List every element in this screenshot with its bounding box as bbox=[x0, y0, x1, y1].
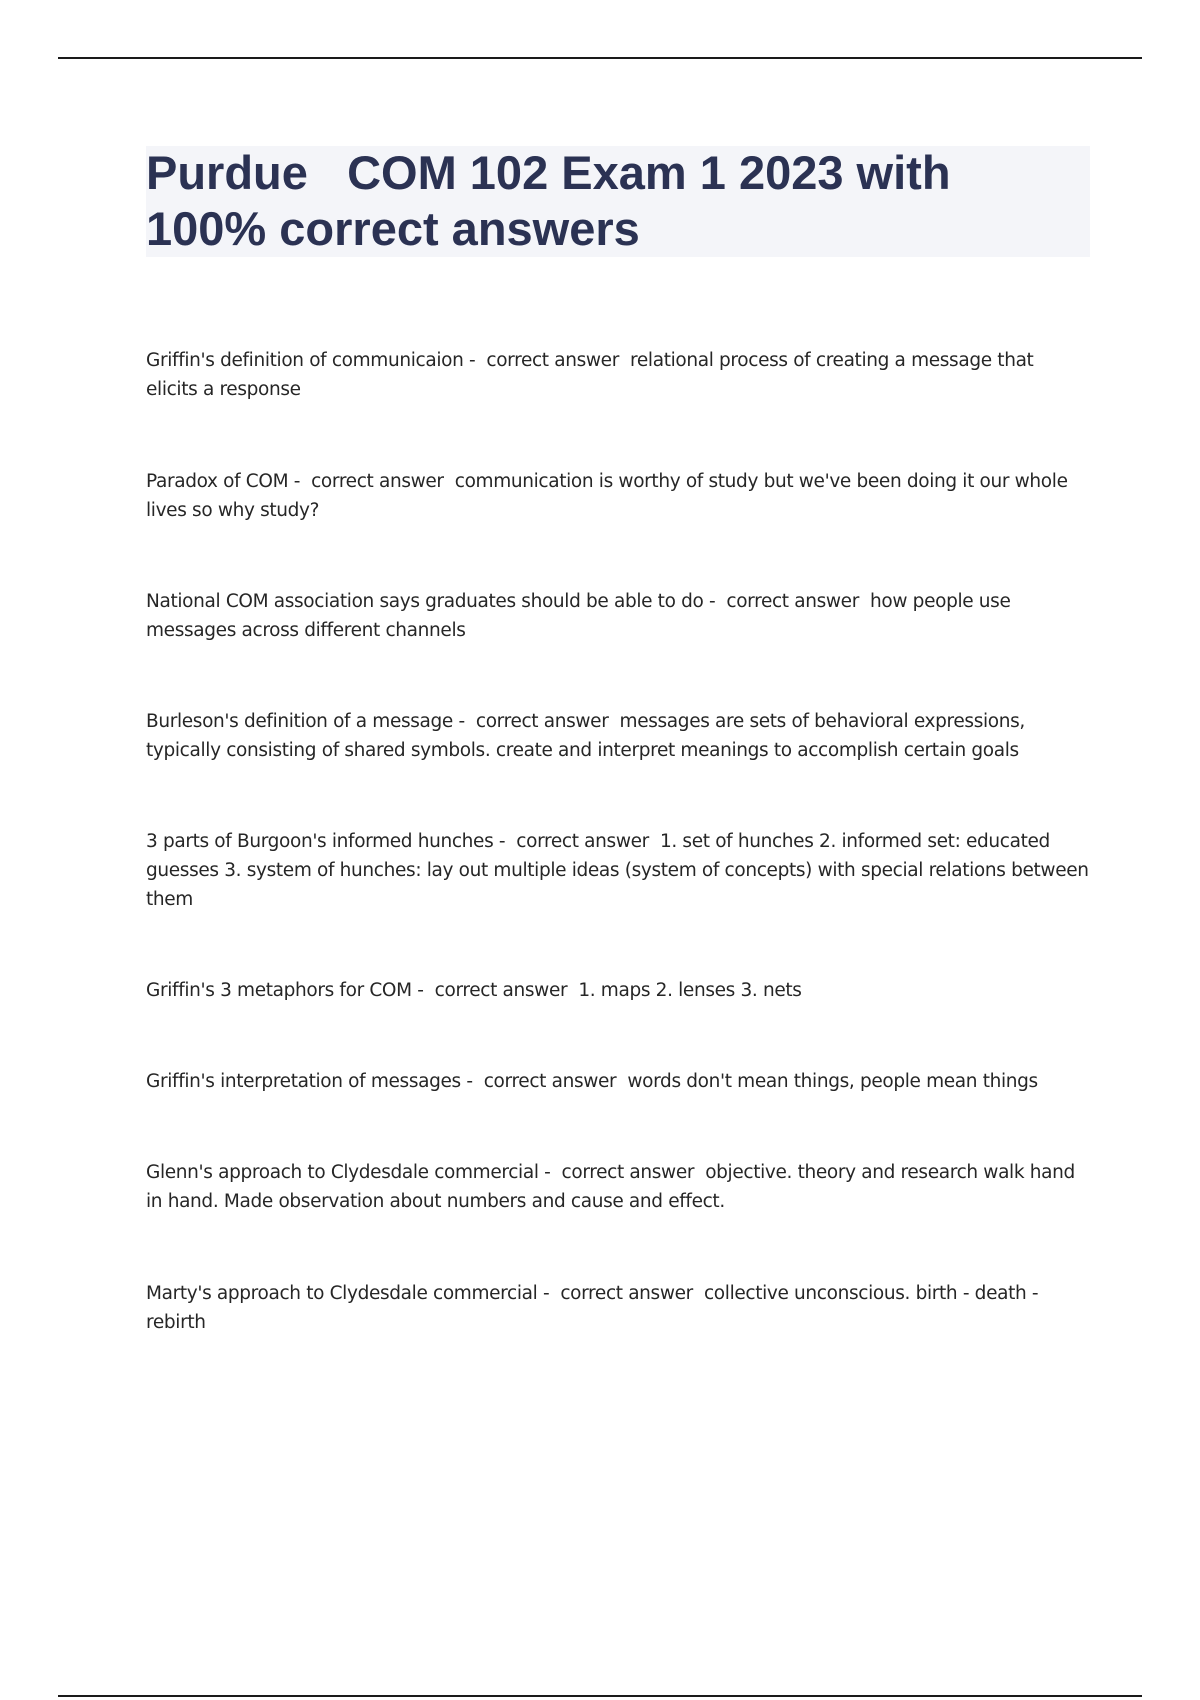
qa-separator: - correct answer bbox=[460, 1071, 628, 1092]
qa-answer: objective. theory and research walk hand in hand. Made observation about numbers and cause and effect. bbox=[146, 1162, 1081, 1212]
qa-answer: messages are sets of behavioral expressions, typically consisting of shared symbols. create and interpret meanings to accomplish certain goals bbox=[146, 711, 1031, 761]
qa-term: Griffin's definition of communicaion bbox=[146, 350, 464, 371]
qa-answer: relational process of creating a message that elicits a response bbox=[146, 350, 1039, 400]
qa-term: Burleson's definition of a message bbox=[146, 711, 453, 732]
qa-separator: - correct answer bbox=[463, 350, 631, 371]
qa-term: National COM association says graduates should be able to do bbox=[146, 591, 704, 612]
qa-item bbox=[146, 587, 1090, 645]
qa-term: 3 parts of Burgoon's informed hunches bbox=[146, 831, 494, 852]
page-title bbox=[146, 145, 1090, 257]
qa-separator: - correct answer bbox=[411, 980, 579, 1001]
qa-separator: - correct answer bbox=[538, 1162, 706, 1183]
top-rule bbox=[58, 57, 1142, 59]
qa-answer: 1. maps 2. lenses 3. nets bbox=[578, 980, 802, 1001]
qa-separator: - correct answer bbox=[493, 831, 660, 852]
page-title-line-1: Purdue COM 102 Exam 1 2023 with bbox=[146, 146, 951, 199]
qa-item bbox=[146, 827, 1095, 914]
qa-separator: - correct answer bbox=[452, 711, 620, 732]
qa-term: Marty's approach to Clydesdale commercial bbox=[146, 1283, 538, 1304]
qa-item bbox=[146, 346, 1090, 404]
qa-item bbox=[146, 1279, 1090, 1337]
qa-separator: - correct answer bbox=[703, 591, 871, 612]
qa-separator: - correct answer bbox=[288, 471, 455, 492]
qa-answer: communication is worthy of study but we've been doing it our whole lives so why study? bbox=[146, 471, 1074, 521]
qa-separator: - correct answer bbox=[537, 1283, 704, 1304]
qa-term: Griffin's 3 metaphors for COM bbox=[146, 980, 412, 1001]
bottom-rule bbox=[58, 1695, 1142, 1697]
qa-answer: collective unconscious. birth - death - rebirth bbox=[146, 1283, 1044, 1333]
qa-item bbox=[146, 1067, 1090, 1096]
qa-item bbox=[146, 1158, 1090, 1216]
qa-term: Paradox of COM bbox=[146, 471, 289, 492]
qa-answer: how people use messages across different channels bbox=[146, 591, 1017, 641]
page-title-line-2: 100% correct answers bbox=[146, 202, 640, 255]
qa-item bbox=[146, 467, 1090, 525]
qa-item bbox=[146, 976, 1090, 1005]
qa-term: Glenn's approach to Clydesdale commercial bbox=[146, 1162, 539, 1183]
qa-answer: 1. set of hunches 2. informed set: educated guesses 3. system of hunches: lay out multiple ideas (system of concepts) with special relations between them bbox=[146, 831, 1095, 910]
qa-answer: words don't mean things, people mean things bbox=[627, 1071, 1038, 1092]
qa-term: Griffin's interpretation of messages bbox=[146, 1071, 461, 1092]
qa-item bbox=[146, 707, 1090, 765]
